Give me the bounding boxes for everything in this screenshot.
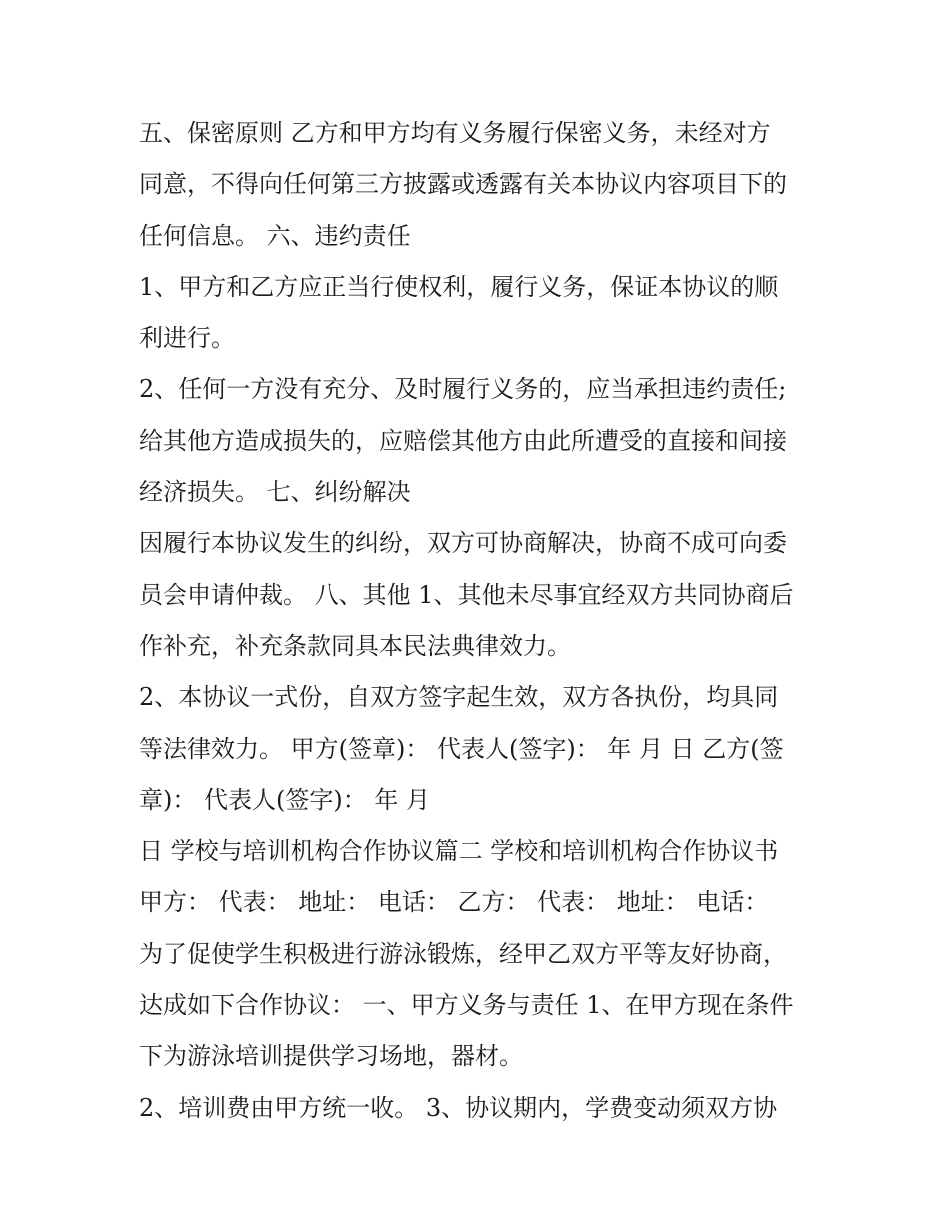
text-line: 给其他方造成损失的，应赔偿其他方由此所遭受的直接和间接 [139, 426, 787, 455]
text-line: 经济损失。 七、纠纷解决 [139, 478, 411, 507]
text-line: 同意，不得向任何第三方披露或透露有关本协议内容项目下的 [139, 170, 787, 199]
text-line: 作补充，补充条款同具本民法典律效力。 [139, 631, 571, 660]
text-line: 任何信息。 六、违约责任 [139, 221, 411, 250]
text-line: 达成如下合作协议： 一、甲方义务与责任 1、在甲方现在条件 [139, 991, 794, 1020]
text-line: 五、保密原则 乙方和甲方均有义务履行保密义务，未经对方 [139, 119, 771, 147]
text-line: 2、任何一方没有充分、及时履行义务的，应当承担违约责任; [139, 375, 787, 404]
text-line: 日 学校与培训机构合作协议篇二 学校和培训机构合作协议书 [139, 837, 779, 866]
text-line: 为了促使学生积极进行游泳锻炼，经甲乙双方平等友好协商， [139, 939, 787, 968]
text-line: 1、甲方和乙方应正当行使权利，履行义务，保证本协议的顺 [139, 272, 779, 301]
text-line: 员会申请仲裁。 八、其他 1、其他未尽事宜经双方共同协商后 [139, 580, 794, 609]
text-line: 2、本协议一式份，自双方签字起生效，双方各执份，均具同 [139, 683, 779, 712]
text-line: 甲方： 代表： 地址： 电话： 乙方： 代表： 地址： 电话： [139, 888, 769, 917]
text-line: 因履行本协议发生的纠纷，双方可协商解决，协商不成可向委 [139, 529, 787, 558]
document-body [139, 108, 819, 1134]
text-line: 利进行。 [139, 324, 235, 353]
text-line: 章)： 代表人(签字)： 年 月 [139, 785, 430, 814]
text-line: 2、培训费由甲方统一收。 3、协议期内，学费变动须双方协 [139, 1093, 778, 1122]
text-line: 等法律效力。 甲方(签章)： 代表人(签字)： 年 月 日 乙方(签 [139, 734, 784, 763]
text-line: 下为游泳培训提供学习场地，器材。 [139, 1042, 523, 1071]
